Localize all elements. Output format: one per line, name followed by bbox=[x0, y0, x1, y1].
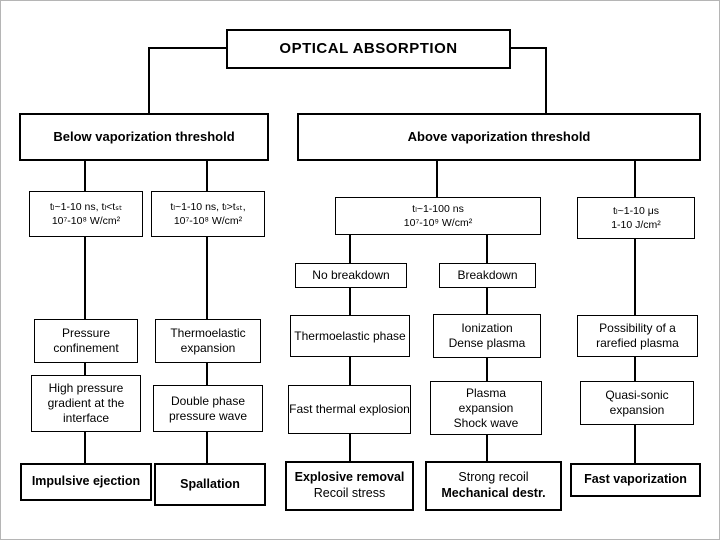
connector-line bbox=[486, 288, 488, 314]
step-box-pressure-confinement bbox=[34, 319, 138, 363]
no-breakdown-label: No breakdown bbox=[312, 268, 390, 282]
condition-box-us bbox=[577, 197, 695, 239]
condition-us-line1: tₗ~1-10 μs bbox=[612, 204, 660, 217]
step-box-ionization-dense-plasma bbox=[433, 314, 541, 358]
result-box-impulsive-ejection bbox=[20, 463, 152, 501]
result-label: Fast vaporization bbox=[584, 472, 687, 487]
step-box-double-phase-pressure-wave bbox=[153, 385, 263, 432]
step-box-thermoelastic-expansion bbox=[155, 319, 261, 363]
connector-line bbox=[486, 235, 488, 263]
above-threshold-label: Above vaporization threshold bbox=[407, 128, 591, 144]
step-label: Thermoelastic phase bbox=[294, 328, 406, 343]
step-box-fast-thermal-explosion bbox=[288, 385, 411, 434]
connector-line bbox=[206, 161, 208, 191]
condition-ns-line1: tₗ~1-100 ns bbox=[412, 202, 464, 215]
connector-line bbox=[436, 161, 438, 197]
result-label: Strong recoil bbox=[458, 470, 529, 485]
step-label: Double phase pressure wave bbox=[168, 393, 248, 423]
condition-ns-line2: 10⁷-10⁹ W/cm² bbox=[403, 217, 473, 229]
connector-line bbox=[84, 363, 86, 375]
connector-line bbox=[486, 358, 488, 381]
step-box-rarefied-plasma bbox=[577, 315, 698, 357]
breakdown-label: Breakdown bbox=[457, 268, 518, 282]
connector-line bbox=[206, 237, 208, 319]
below-threshold-label: Below vaporization threshold bbox=[53, 128, 235, 144]
condition-box-a bbox=[29, 191, 143, 237]
result-sublabel: Recoil stress bbox=[313, 486, 386, 500]
step-label: High pressure gradient at the interface bbox=[47, 381, 125, 425]
result-label: Spallation bbox=[180, 476, 240, 491]
connector-line bbox=[634, 239, 636, 315]
condition-us-line2: 1-10 J/cm² bbox=[611, 219, 661, 231]
step-label: Shock wave bbox=[453, 415, 519, 430]
connector-line bbox=[509, 47, 547, 49]
connector-line bbox=[634, 425, 636, 463]
connector-line bbox=[634, 357, 636, 381]
connector-line bbox=[148, 47, 150, 113]
condition-box-ns bbox=[335, 197, 541, 235]
connector-line bbox=[206, 363, 208, 385]
step-box-quasi-sonic-expansion bbox=[580, 381, 694, 425]
result-sublabel: Mechanical destr. bbox=[441, 486, 546, 500]
connector-line bbox=[634, 161, 636, 197]
step-label: Quasi-sonic expansion bbox=[605, 388, 669, 417]
step-label: Ionization bbox=[461, 321, 513, 335]
step-label: Plasma expansion bbox=[458, 385, 514, 415]
above-threshold-box bbox=[297, 113, 701, 161]
result-box-fast-vaporization bbox=[570, 463, 701, 497]
breakdown-box bbox=[439, 263, 536, 288]
connector-line bbox=[349, 434, 351, 461]
connector-line bbox=[545, 47, 547, 113]
condition-b-line1: tₗ~1-10 ns, tₗ>tₛₜ, bbox=[170, 200, 246, 213]
result-label: Impulsive ejection bbox=[31, 474, 141, 489]
step-box-high-pressure-gradient bbox=[31, 375, 141, 432]
title-box bbox=[226, 29, 511, 69]
step-box-thermoelastic-phase bbox=[290, 315, 410, 357]
result-box-explosive-removal bbox=[285, 461, 414, 511]
step-label: Dense plasma bbox=[448, 336, 526, 350]
step-label: Pressure confinement bbox=[53, 326, 119, 355]
below-threshold-box bbox=[19, 113, 269, 161]
no-breakdown-box bbox=[295, 263, 407, 288]
connector-line bbox=[486, 435, 488, 461]
connector-line bbox=[84, 237, 86, 319]
step-label: Fast thermal explosion bbox=[289, 402, 410, 416]
condition-box-b bbox=[151, 191, 265, 237]
connector-line bbox=[148, 47, 228, 49]
step-label: Thermoelastic expansion bbox=[170, 326, 246, 355]
step-label: Possibility of a rarefied plasma bbox=[596, 321, 679, 350]
condition-a-line2: 10⁷-10⁸ W/cm² bbox=[51, 215, 121, 227]
connector-line bbox=[84, 161, 86, 191]
connector-line bbox=[84, 432, 86, 463]
page-title: OPTICAL ABSORPTION bbox=[279, 39, 458, 57]
condition-b-line2: 10⁷-10⁸ W/cm² bbox=[173, 215, 243, 227]
result-box-strong-recoil bbox=[425, 461, 562, 511]
condition-a-line1: tₗ~1-10 ns, tₗ<tₛₜ bbox=[49, 200, 123, 213]
result-label: Explosive removal bbox=[294, 470, 405, 485]
result-box-spallation bbox=[154, 463, 266, 506]
connector-line bbox=[349, 235, 351, 263]
connector-line bbox=[206, 432, 208, 463]
connector-line bbox=[349, 357, 351, 385]
connector-line bbox=[349, 288, 351, 315]
step-box-plasma-expansion-shock-wave bbox=[430, 381, 542, 435]
